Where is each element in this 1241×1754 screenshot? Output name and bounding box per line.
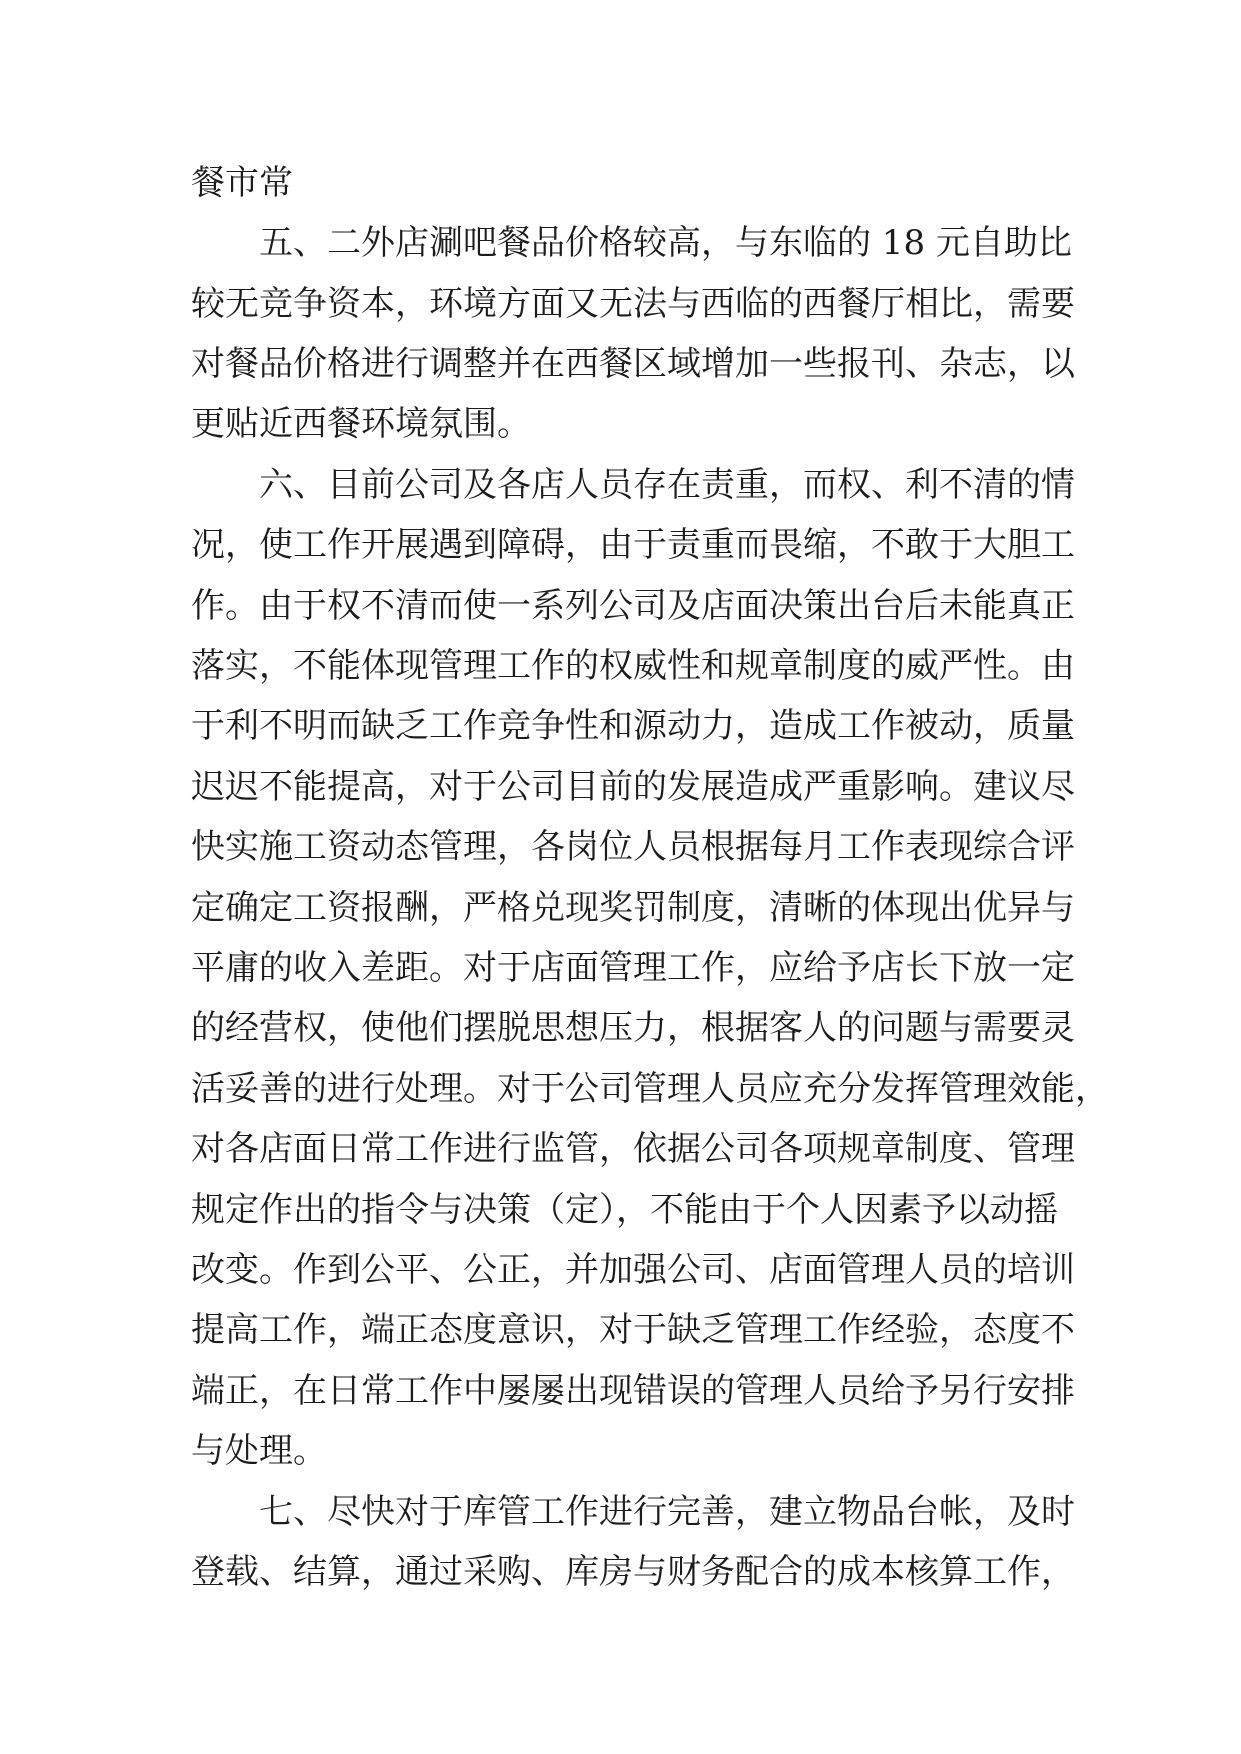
paragraph-6-line: 作。由于权不清而使一系列公司及店面决策出台后未能真正 — [191, 586, 1075, 626]
text-line: 餐市常 — [191, 163, 293, 203]
paragraph-5-line: 更贴近西餐环境氛围。 — [191, 404, 531, 444]
paragraph-6-line: 平庸的收入差距。对于店面管理工作，应给予店长下放一定 — [191, 948, 1075, 988]
paragraph-6-line: 与处理。 — [191, 1431, 327, 1471]
paragraph-6-line: 提高工作，端正态度意识，对于缺乏管理工作经验，态度不 — [191, 1310, 1075, 1350]
paragraph-5-line: 对餐品价格进行调整并在西餐区域增加一些报刊、杂志，以 — [191, 344, 1075, 384]
paragraph-6-line: 六、目前公司及各店人员存在责重，而权、利不清的情 — [259, 465, 1075, 505]
paragraph-6-line: 的经营权，使他们摆脱思想压力，根据客人的问题与需要灵 — [191, 1008, 1075, 1048]
paragraph-6-line: 规定作出的指令与决策（定），不能由于个人因素予以动摇 — [191, 1190, 1058, 1230]
paragraph-6-line: 对各店面日常工作进行监管，依据公司各项规章制度、管理 — [191, 1129, 1075, 1169]
paragraph-7-line: 登载、结算，通过采购、库房与财务配合的成本核算工作， — [191, 1552, 1075, 1592]
paragraph-6-line: 端正，在日常工作中屡屡出现错误的管理人员给予另行安排 — [191, 1371, 1075, 1411]
paragraph-5-line: 较无竞争资本，环境方面又无法与西临的西餐厅相比，需要 — [191, 284, 1075, 324]
paragraph-6-line: 迟迟不能提高，对于公司目前的发展造成严重影响。建议尽 — [191, 767, 1075, 807]
paragraph-6-line: 况，使工作开展遇到障碍，由于责重而畏缩，不敢于大胆工 — [191, 525, 1075, 565]
paragraph-6-line: 于利不明而缺乏工作竞争性和源动力，造成工作被动，质量 — [191, 706, 1075, 746]
paragraph-6-line: 改变。作到公平、公正，并加强公司、店面管理人员的培训 — [191, 1250, 1075, 1290]
paragraph-7-line: 七、尽快对于库管工作进行完善，建立物品台帐，及时 — [259, 1492, 1075, 1532]
paragraph-5-line: 五、二外店涮吧餐品价格较高，与东临的 18 元自助比 — [259, 223, 1072, 263]
paragraph-6-line: 定确定工资报酬，严格兑现奖罚制度，清晰的体现出优异与 — [191, 888, 1075, 928]
paragraph-6-line: 活妥善的进行处理。对于公司管理人员应充分发挥管理效能， — [191, 1069, 1109, 1109]
paragraph-6-line: 落实，不能体现管理工作的权威性和规章制度的威严性。由 — [191, 646, 1075, 686]
paragraph-6-line: 快实施工资动态管理，各岗位人员根据每月工作表现综合评 — [191, 827, 1075, 867]
